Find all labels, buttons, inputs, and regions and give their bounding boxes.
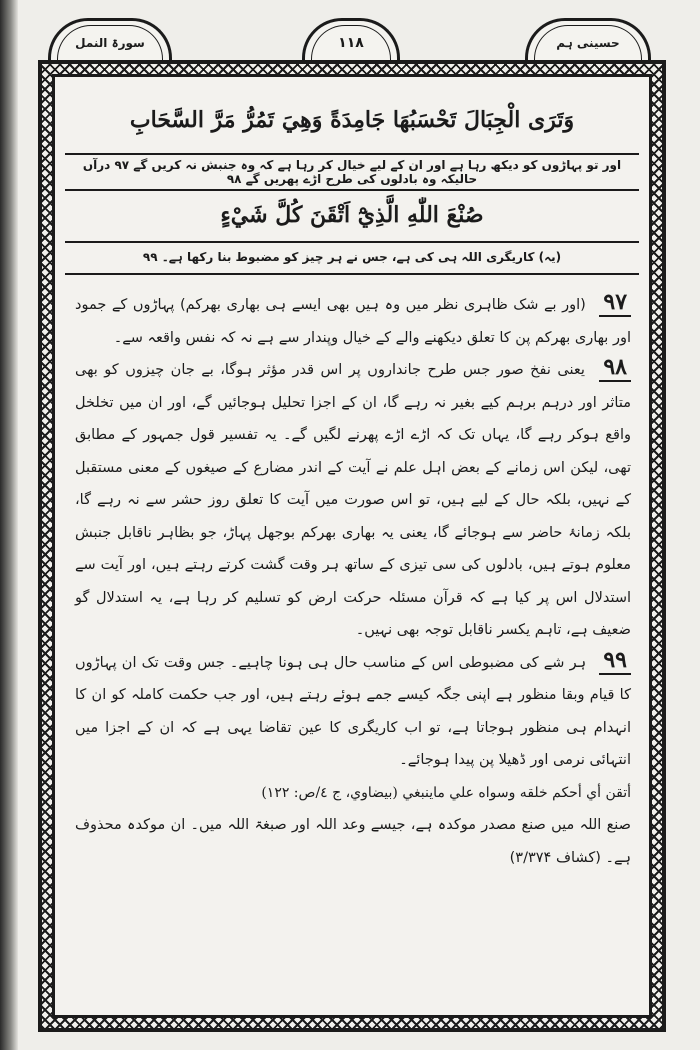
note-98 xyxy=(75,354,631,647)
chapter-label-tab xyxy=(525,18,651,65)
surah-name-tab xyxy=(48,18,172,65)
page-number: ۱۱۸ xyxy=(338,35,364,51)
note-99 xyxy=(75,647,631,777)
verse-translation-line-2: (یہ) کاریگری اللہ ہی کی ہے، جس نے ہر چیز کو مضبوط بنا رکھا ہے۔ ۹۹ xyxy=(65,241,639,275)
arabic-citation: أتقن أي أحكم خلقه وسواه علي ماينبغي (بيضاوي، ج ٤/ص: ١٢٢) xyxy=(261,784,631,801)
verse-arabic-line-1: وَتَرَى الْجِبَالَ تَحْسَبُهَا جَامِدَةً وَهِيَ تَمُرُّ مَرَّ السَّحَابِ xyxy=(65,87,639,155)
note-text-98: یعنی نفخ صور جس طرح جانداروں پر اس قدر مؤثر ہوگا، بے جان چیزوں کو بھی متاثر اور درہم برہم کیے بغیر نہ رہے گا، ان کے اجزا تحلیل ہوجائیں گے، اور ان میں تخلخل واقع ہوکر رہے گا، یہاں تک کہ اڑے اڑے پھرنے لگیں گے۔ یہ تفسیر قول جمہور کے مطابق تھی، لیکن اس زمانے کے بعض اہل علم نے آیت کے اندر مضارع کے صیغوں کے معنی مستقبل کے نہیں، بلکہ حال کے لیے ہیں، تو اس صورت میں آیت کا تعلق روز حشر سے نہ رہے گا، بلکہ زمانۂ حاضر سے ہوجائے گا، یعنی یہ بھاری بھرکم بوجھل پہاڑ، جو بظاہر ناقابل جنبش معلوم ہوتے ہیں، بادلوں کی سی تیزی کے ساتھ ہر وقت گشت کرتے رہتے ہیں، اور آیت سے استدلال اس پر کیا ہے کہ قرآن مسئلہ حرکت ارض کو تسلیم کر رہا ہے، یہ استدلال گو ضعیف ہے، تاہم یکسر ناقابل توجہ بھی نہیں۔ xyxy=(75,362,631,638)
page-content xyxy=(52,74,652,1018)
ornamental-border xyxy=(38,60,666,1032)
verse-arabic-line-2: صُنْعَ اللّٰهِ الَّذِيْٓ اَتْقَنَ كُلَّ شَيْءٍ xyxy=(65,189,639,243)
note-number-99: ۹۹ xyxy=(599,647,631,675)
chapter-label: حسینی ہم xyxy=(556,36,620,50)
note-number-97: ۹۷ xyxy=(599,289,631,317)
note-number-98: ۹۸ xyxy=(599,354,631,382)
note-text-97: (اور بے شک ظاہری نظر میں وہ ہیں بھی ایسے ہی بھاری بھرکم) پہاڑوں کے جمود اور بھاری بھرکم پن کا تعلق دیکھنے والے کے خیال وپندار سے ہے نہ کہ نفس واقعہ سے۔ xyxy=(75,297,631,346)
surah-name: سورۃ النمل xyxy=(75,36,145,50)
page-number-tab xyxy=(302,18,400,65)
note-97 xyxy=(75,289,631,354)
commentary-section xyxy=(75,289,631,985)
page-binding-shadow xyxy=(0,0,18,1050)
closing-text: صنع اللہ میں صنع مصدر موکدہ ہے، جیسے وعد اللہ اور صبغۃ اللہ میں۔ ان موکدہ محذوف ہے۔ (کشاف ۳/۳۷۴) xyxy=(75,817,631,866)
verse-translation-line-1: اور تو پہاڑوں کو دیکھ رہا ہے اور ان کے لیے خیال کر رہا ہے کہ وہ جنبش نہ کریں گے ۹۷ درآں حالیکہ وہ بادلوں کی طرح اڑے پھریں گے ۹۸ xyxy=(65,153,639,191)
note-text-99: ہر شے کی مضبوطی اس کے مناسب حال ہی ہونا چاہیے۔ جس وقت تک ان پہاڑوں کا قیام وبقا منظور ہے اپنی جگہ کیسے جمے ہوئے رہتے ہیں، اور جب حکمت کاملہ کو ان کا انہدام ہی منظور ہوجاتا ہے، تو اب کاریگری کا عین تقاضا یہی ہے کہ ان کے اجزا میں انتہائی نرمی اور ڈھیلا پن پیدا ہوجائے۔ xyxy=(75,654,631,768)
